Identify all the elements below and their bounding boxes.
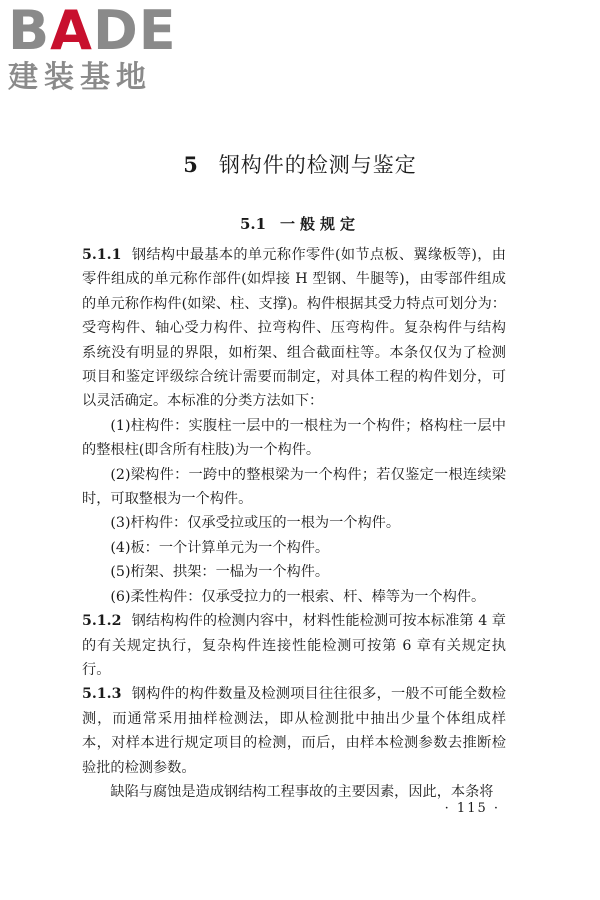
clause-number: 5.1.1 bbox=[82, 247, 122, 263]
list-item: (3)杆构件：仅承受拉或压的一根为一个构件。 bbox=[110, 515, 401, 532]
clause-number: 5.1.3 bbox=[82, 686, 122, 703]
logo-letter: E bbox=[138, 0, 177, 62]
list-item: (5)桁架、拱架：一榀为一个构件。 bbox=[110, 564, 330, 581]
section-title bbox=[0, 212, 600, 236]
clause-text: 钢结构构件的检测内容中，材料性能检测可按本标准第 4 章的有关规定执行，复杂构件连接性能检测可按第 6 章有关规定执行。 bbox=[82, 613, 506, 678]
logo-subtitle: 建装基地 bbox=[8, 60, 152, 95]
chapter-title bbox=[0, 150, 600, 180]
clause-continuation: 缺陷与腐蚀是造成钢结构工程事故的主要因素，因此，本条将 bbox=[110, 783, 494, 800]
clause-text: 钢构件的构件数量及检测项目往往很多，一般不可能全数检测，而通常采用抽样检测法，即从检测批中抽出少量个体组成样本，对样本进行规定项目的检测，而后，由样本检测参数去推断检验批的检测参数。 bbox=[82, 686, 506, 776]
logo-wordmark bbox=[8, 0, 178, 62]
clause-5-1-3 bbox=[82, 682, 506, 780]
list-item: (6)柔性构件：仅承受拉力的一根索、杆、棒等为一个构件。 bbox=[110, 588, 486, 605]
clause-5-1-1 bbox=[82, 243, 506, 414]
list-item: (2)梁构件：一跨中的整根梁为一个构件；若仅鉴定一根连续梁时，可取整根为一个构件。 bbox=[82, 466, 506, 508]
clause-text: 钢结构中最基本的单元称作零件(如节点板、翼缘板等)，由零件组成的单元称作部件(如焊接 H 型钢、牛腿等)，由零部件组成的单元称作构件(如梁、柱、支撑)。构件根据其受力特点可划分为：受弯构件、轴心受力构件、拉弯构件、压弯构件。复杂构件与结构系统没有明显的界限，如桁架、组合截面柱等。本条仅仅为了检测项目和鉴定评级综合统计需要而制定，对具体工程的构件划分，可以灵活确定。本标准的分类方法如下： bbox=[82, 247, 506, 410]
clause-number: 5.1.2 bbox=[82, 613, 122, 630]
list-item: (1)柱构件：实腹柱一层中的一根柱为一个构件；格构柱一层中的整根柱(即含所有柱肢)为一个构件。 bbox=[82, 417, 506, 459]
logo-letter: D bbox=[92, 0, 139, 62]
logo-letter-accent: A bbox=[50, 0, 93, 62]
publisher-logo bbox=[8, 0, 178, 104]
page-number: · 115 · bbox=[444, 801, 500, 816]
chapter-title-text: 钢构件的检测与鉴定 bbox=[218, 153, 417, 177]
list-item: (4)板：一个计算单元为一个构件。 bbox=[110, 539, 330, 556]
clause-5-1-2 bbox=[82, 609, 506, 682]
body-text bbox=[82, 243, 506, 804]
section-number: 5.1 bbox=[239, 215, 267, 233]
logo-letter: B bbox=[8, 0, 51, 62]
chapter-number: 5 bbox=[183, 152, 199, 177]
section-title-text: 一般规定 bbox=[280, 215, 361, 233]
